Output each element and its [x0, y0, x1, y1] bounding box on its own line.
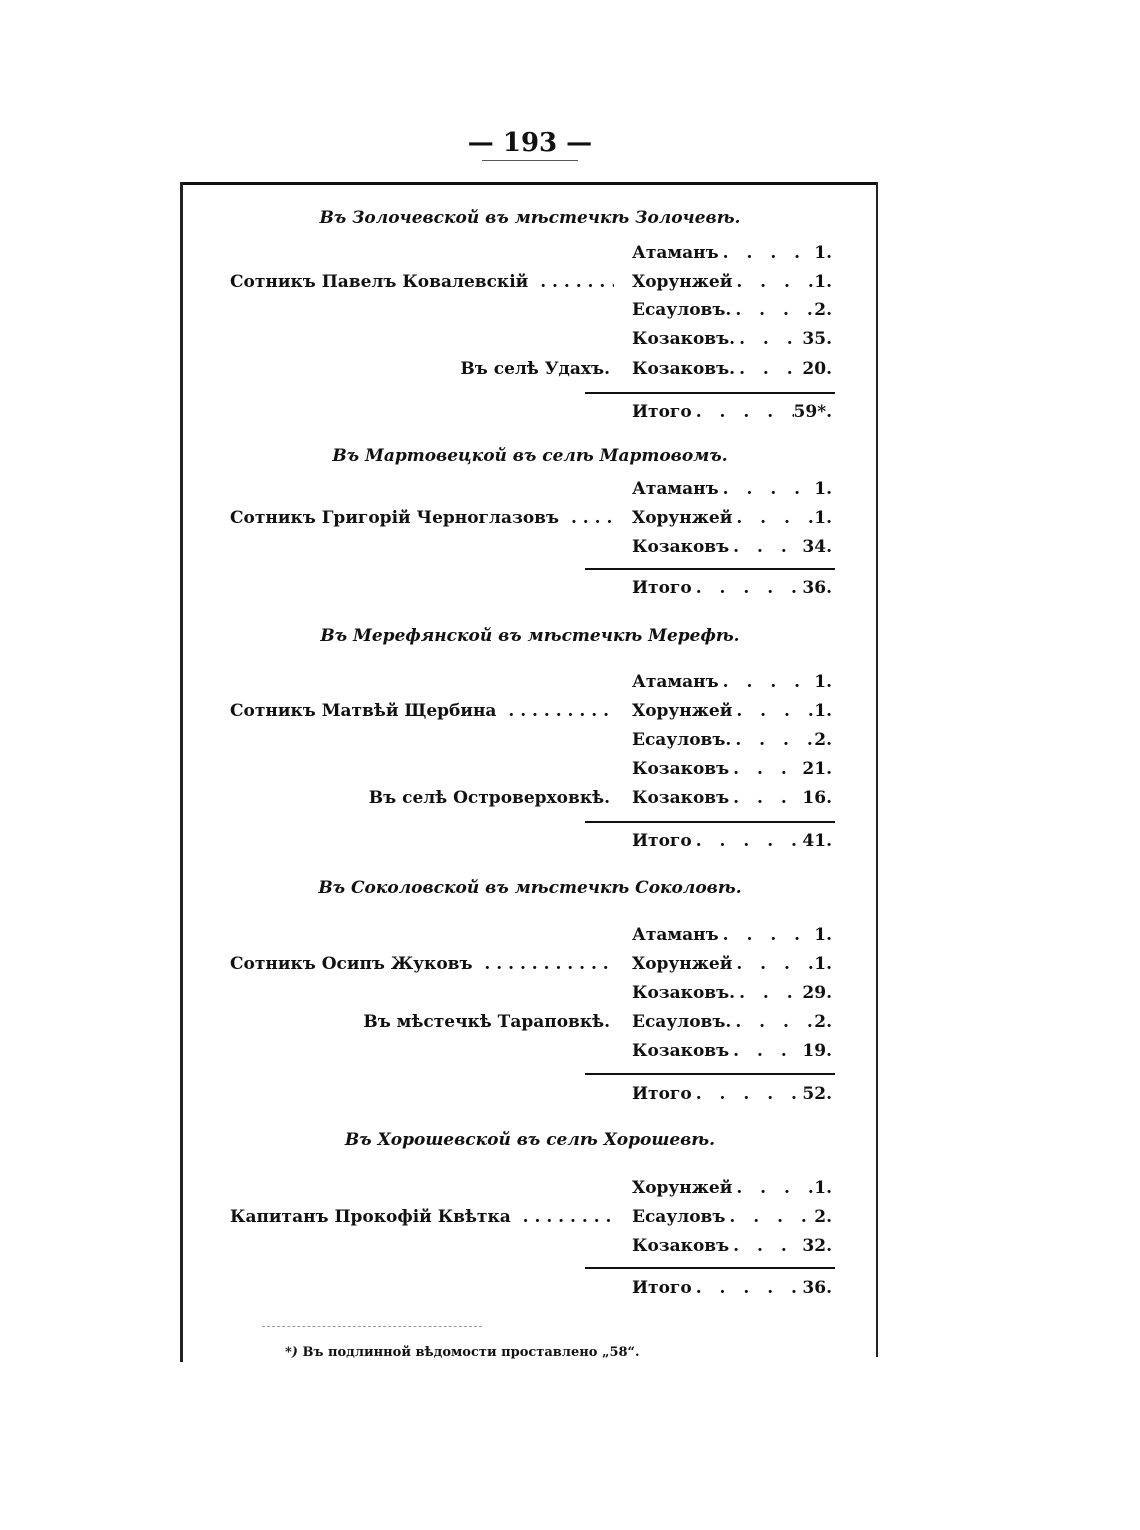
officer-name — [230, 1207, 614, 1227]
rank-label: Козаковъ — [632, 1236, 730, 1256]
total-count: 52. — [802, 1084, 832, 1104]
rank-row — [632, 359, 832, 379]
rank-row — [632, 479, 832, 499]
rank-row — [632, 954, 832, 974]
total-rule — [585, 1267, 835, 1269]
rank-row — [632, 1178, 832, 1198]
rank-count: 2. — [814, 730, 832, 750]
rank-label: Козаковъ. — [632, 329, 736, 349]
rank-row — [632, 1236, 832, 1256]
rank-count: 20. — [802, 359, 832, 379]
page-number-underline — [482, 160, 578, 161]
rank-count: 35. — [802, 329, 832, 349]
rank-row — [632, 1207, 832, 1227]
rank-row — [632, 788, 832, 808]
rank-label: Козаковъ. — [632, 983, 736, 1003]
rank-label: Козаковъ. — [632, 359, 736, 379]
total-row — [632, 1084, 832, 1104]
rank-count: 21. — [802, 759, 832, 779]
rank-row — [632, 537, 832, 557]
rank-label: Атаманъ — [632, 925, 719, 945]
rank-count: 1. — [814, 672, 832, 692]
officer-name-text: Сотникъ Осипъ Жуковъ — [230, 954, 479, 974]
footnote-rule — [262, 1326, 482, 1327]
rank-label: Атаманъ — [632, 672, 719, 692]
total-rule — [585, 392, 835, 394]
officer-name-text: Сотникъ Павелъ Ковалевскій — [230, 272, 534, 292]
place-name: Въ селѣ Островерховкѣ. — [368, 788, 610, 808]
footnote-marker: *) — [285, 1345, 298, 1360]
right-rule — [876, 182, 878, 1357]
rank-label: Атаманъ — [632, 243, 719, 263]
section-heading: Въ Мерефянской въ мѣстечкѣ Мерефѣ. — [320, 626, 740, 646]
rank-row — [632, 508, 832, 528]
officer-name-text: Сотникъ Григорій Черноглазовъ — [230, 508, 565, 528]
rank-count: 16. — [802, 788, 832, 808]
officer-name-text: Сотникъ Матвѣй Щербина — [230, 701, 502, 721]
rank-label: Хорунжей — [632, 272, 733, 292]
officer-name — [230, 701, 614, 721]
place-name: Въ мѣстечкѣ Тараповкѣ. — [363, 1012, 610, 1032]
total-count: 41. — [802, 831, 832, 851]
rank-label: Козаковъ — [632, 759, 730, 779]
rank-count: 1. — [814, 243, 832, 263]
rank-count: 2. — [814, 1207, 832, 1227]
rank-count: 1. — [814, 701, 832, 721]
total-rule — [585, 568, 835, 570]
section-heading: Въ Соколовской въ мѣстечкѣ Соколовѣ. — [318, 878, 742, 898]
total-row — [632, 402, 832, 422]
rank-label: Есауловъ. — [632, 1012, 732, 1032]
rank-row — [632, 925, 832, 945]
rank-label: Козаковъ — [632, 788, 730, 808]
rank-count: 1. — [814, 925, 832, 945]
rank-row — [632, 983, 832, 1003]
rank-row — [632, 1012, 832, 1032]
rank-label: Есауловъ. — [632, 730, 732, 750]
total-count: 36. — [802, 578, 832, 598]
rank-count: 1. — [814, 954, 832, 974]
rank-count: 1. — [814, 508, 832, 528]
rank-count: 34. — [802, 537, 832, 557]
rank-label: Атаманъ — [632, 479, 719, 499]
rank-row — [632, 759, 832, 779]
rank-label: Козаковъ — [632, 1041, 730, 1061]
section-heading: Въ Хорошевской въ селѣ Хорошевѣ. — [344, 1130, 716, 1150]
rank-count: 32. — [802, 1236, 832, 1256]
officer-name — [230, 272, 614, 292]
rank-count: 1. — [814, 1178, 832, 1198]
total-label: Итого — [632, 1084, 692, 1104]
footnote — [285, 1345, 640, 1360]
section-heading: Въ Золочевской въ мѣстечкѣ Золочевѣ. — [319, 208, 741, 228]
total-label: Итого — [632, 1278, 692, 1298]
rank-row — [632, 672, 832, 692]
officer-name — [230, 954, 614, 974]
rank-label: Хорунжей — [632, 954, 733, 974]
place-name: Въ селѣ Удахъ. — [460, 359, 610, 379]
rank-count: 29. — [802, 983, 832, 1003]
footnote-text: Въ подлинной вѣдомости проставлено „58“. — [302, 1345, 640, 1360]
rank-row — [632, 701, 832, 721]
total-label: Итого — [632, 402, 692, 422]
total-count: 36. — [802, 1278, 832, 1298]
rank-label: Есауловъ — [632, 1207, 726, 1227]
rank-label: Козаковъ — [632, 537, 730, 557]
rank-count: 2. — [814, 1012, 832, 1032]
rank-row — [632, 272, 832, 292]
rank-row — [632, 300, 832, 320]
rank-label: Хорунжей — [632, 1178, 733, 1198]
rank-row — [632, 1041, 832, 1061]
total-rule — [585, 1073, 835, 1075]
total-row — [632, 578, 832, 598]
rank-count: 1. — [814, 272, 832, 292]
rank-row — [632, 329, 832, 349]
rank-label: Есауловъ. — [632, 300, 732, 320]
total-label: Итого — [632, 831, 692, 851]
officer-name — [230, 508, 614, 528]
section-heading: Въ Мартовецкой въ селѣ Мартовомъ. — [332, 446, 728, 466]
rank-count: 2. — [814, 300, 832, 320]
rank-row — [632, 243, 832, 263]
rank-count: 1. — [814, 479, 832, 499]
left-rule — [180, 182, 183, 1362]
page-number: — 193 — — [467, 128, 593, 158]
rank-label: Хорунжей — [632, 701, 733, 721]
total-row — [632, 831, 832, 851]
rank-count: 19. — [802, 1041, 832, 1061]
total-rule — [585, 821, 835, 823]
rank-label: Хорунжей — [632, 508, 733, 528]
total-label: Итого — [632, 578, 692, 598]
total-row — [632, 1278, 832, 1298]
top-rule — [180, 182, 878, 185]
rank-row — [632, 730, 832, 750]
total-count: 59*. — [793, 402, 832, 422]
officer-name-text: Капитанъ Прокофій Квѣтка — [230, 1207, 517, 1227]
